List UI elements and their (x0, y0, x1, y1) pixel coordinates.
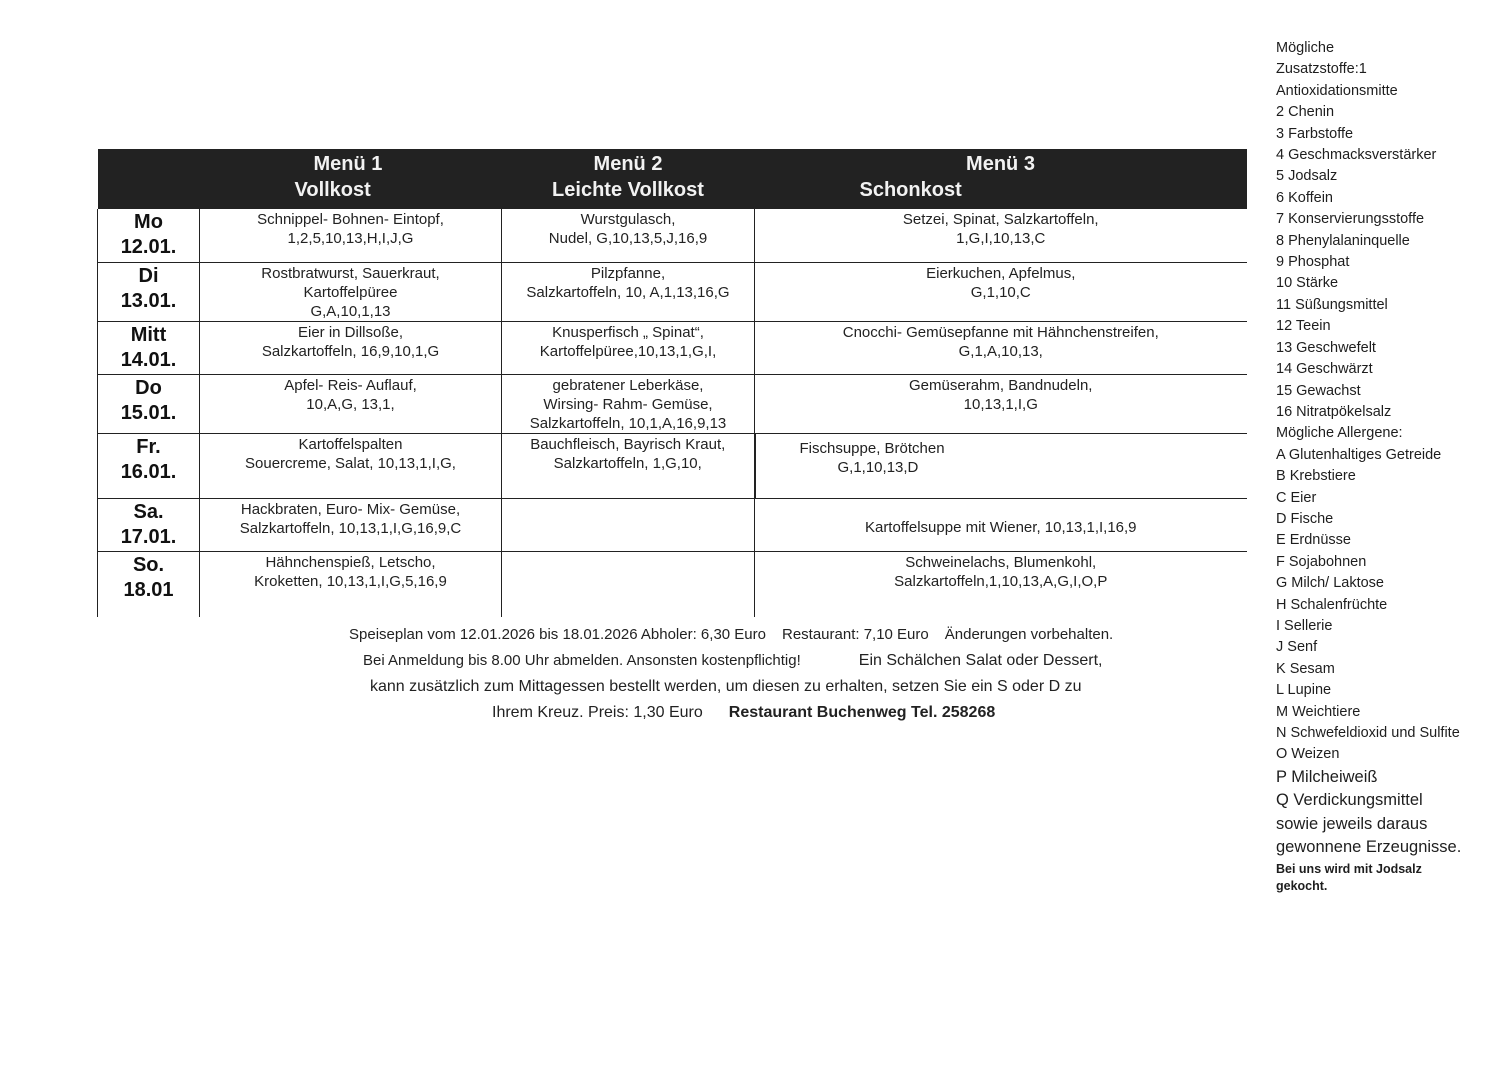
dish-line: Salzkartoffeln, 1,G,10, (553, 454, 702, 472)
day-date: 15.01. (120, 401, 177, 424)
dish-line: Eier in Dillsoße, (297, 323, 404, 341)
dish-line: Schweinelachs, Blumenkohl, (905, 553, 1097, 571)
legend-item: 5 Jodsalz (1276, 168, 1338, 185)
day-cell (98, 433, 200, 498)
menu-3-title: Menü 3 (966, 153, 1035, 175)
day-name: Do (135, 376, 162, 399)
menu-2-title: Menü 2 (593, 153, 663, 175)
jodsalz-note-2: gekocht. (1276, 878, 1328, 893)
dish-line: Schnippel- Bohnen- Eintopf, (257, 211, 444, 228)
dish-line: 1,2,5,10,13,H,I,J,G (287, 230, 414, 247)
legend-item: K Sesam (1276, 660, 1335, 677)
day-date: 16.01. (120, 460, 177, 483)
legend-item: sowie jeweils daraus (1276, 814, 1428, 833)
legend-item: J Senf (1276, 639, 1318, 656)
day-date: 13.01. (120, 289, 177, 312)
dish-line: Pilzpfanne, (590, 264, 666, 282)
legend-item: I Sellerie (1276, 617, 1333, 634)
dish-line: Nudel, G,10,13,5,J,16,9 (548, 230, 708, 247)
dish-line: Gemüserahm, Bandnudeln, (909, 376, 1093, 394)
menu-body (98, 209, 1247, 617)
day-name: Di (138, 264, 159, 287)
legend-item: Antioxidationsmitte (1276, 82, 1398, 99)
day-cell (98, 262, 200, 321)
register-note: Bei Anmeldung bis 8.00 Uhr abmelden. Ansonsten kostenpflichtig! (363, 652, 801, 669)
menu-table (97, 149, 1247, 617)
day-date: 18.01 (123, 578, 174, 601)
menu-3-subtitle: Schonkost (859, 179, 962, 201)
legend-items (1276, 38, 1496, 766)
dish-line: 1,G,I,10,13,C (956, 230, 1046, 247)
legend-item: 8 Phenylalaninquelle (1276, 232, 1410, 249)
dish-line: Eierkuchen, Apfelmus, (926, 264, 1076, 282)
dish-line: Kroketten, 10,13,1,I,G,5,16,9 (254, 572, 447, 590)
menu-2-cell (502, 551, 755, 617)
day-row (98, 433, 1247, 498)
menu-2-cell (502, 433, 755, 498)
day-row (98, 551, 1247, 617)
dish-line: Rostbratwurst, Sauerkraut, (261, 264, 440, 282)
footer-line-2 (300, 648, 1300, 674)
legend-item: 13 Geschwefelt (1276, 339, 1376, 356)
legend-item: 15 Gewachst (1276, 382, 1361, 399)
changes-note: Änderungen vorbehalten. (944, 626, 1114, 643)
menu-1-cell (200, 551, 502, 617)
menu-1-cell (200, 433, 502, 498)
dish-line: Bauchfleisch, Bayrisch Kraut, (530, 435, 726, 453)
dish-line: 10,A,G, 13,1, (306, 395, 395, 413)
day-date: 17.01. (120, 525, 177, 548)
dish-line: Wirsing- Rahm- Gemüse, (543, 395, 713, 413)
footer-line-3: kann zusätzlich zum Mittagessen bestellt werden, um diesen zu erhalten, setzen Sie ein S oder D zu (370, 678, 1082, 695)
menu-3-cell (755, 374, 1247, 433)
table-header-row (98, 149, 1247, 209)
menu-1-title: Menü 1 (313, 153, 383, 175)
day-cell (98, 209, 200, 262)
day-date: 14.01. (120, 348, 177, 371)
header-menu-3 (755, 149, 1247, 209)
legend-item: N Schwefeldioxid und Sulfite (1276, 725, 1460, 741)
day-row (98, 262, 1247, 321)
dish-line: Wurstgulasch, (580, 211, 676, 228)
legend-item: Mögliche (1276, 40, 1335, 56)
footer-line-1 (300, 622, 1300, 648)
menu-2-cell (502, 209, 755, 262)
dish-line: G,1,10,13,D (837, 458, 919, 476)
dish-line: Setzei, Spinat, Salzkartoffeln, (902, 211, 1099, 228)
day-name: Sa. (133, 500, 164, 523)
legend-item: F Sojabohnen (1276, 553, 1367, 570)
additives-legend (1276, 38, 1496, 895)
menu-2-cell (502, 262, 755, 321)
menu-1-subtitle: Vollkost (294, 179, 371, 201)
header-menu-1 (200, 149, 502, 209)
legend-item: B Krebstiere (1276, 468, 1356, 485)
dish-line: Hähnchenspieß, Letscho, (265, 553, 436, 571)
legend-item: 4 Geschmacksverstärker (1276, 147, 1437, 164)
dish-line: 10,13,1,I,G (963, 395, 1038, 413)
menu-1-cell (200, 209, 502, 262)
legend-item: C Eier (1276, 489, 1317, 506)
legend-item: D Fische (1276, 510, 1334, 527)
dish-line: Salzkartoffeln, 10,1,A,16,9,13 (529, 414, 727, 432)
legend-item: 3 Farbstoffe (1276, 125, 1354, 142)
header-menu-2 (502, 149, 755, 209)
day-cell (98, 551, 200, 617)
dish-line: Salzkartoffeln, 10,13,1,I,G,16,9,C (239, 519, 462, 537)
legend-item: 2 Chenin (1276, 104, 1335, 121)
legend-item: E Erdnüsse (1276, 532, 1351, 549)
legend-item: 12 Teein (1276, 318, 1331, 335)
menu-3-cell (755, 209, 1247, 262)
menu-2-cell (502, 498, 755, 551)
dish-line: Apfel- Reis- Auflauf, (284, 376, 417, 394)
legend-item: P Milcheiweiß (1276, 767, 1378, 786)
legend-item: 10 Stärke (1276, 275, 1339, 292)
dish-line: G,1,10,C (970, 283, 1031, 301)
day-name: Fr. (136, 435, 161, 458)
restaurant-contact: Restaurant Buchenweg Tel. 258268 (728, 704, 996, 721)
legend-item: Zusatzstoffe:1 (1276, 61, 1367, 78)
legend-item: 6 Koffein (1276, 189, 1333, 206)
dish-line: G,1,A,10,13, (958, 342, 1043, 360)
day-row (98, 498, 1247, 551)
legend-item: M Weichtiere (1276, 703, 1361, 720)
menu-1-cell (200, 374, 502, 433)
dish-line: Fischsuppe, Brötchen (799, 439, 945, 457)
day-name: Mitt (130, 323, 167, 346)
day-name: Mo (134, 211, 163, 233)
dish-line: Salzkartoffeln, 16,9,10,1,G (261, 342, 440, 360)
dish-line: Salzkartoffeln, 10, A,1,13,16,G (526, 283, 730, 301)
jodsalz-note-1: Bei uns wird mit Jodsalz (1276, 861, 1422, 876)
legend-item: 9 Phosphat (1276, 254, 1350, 271)
menu-2-cell (502, 374, 755, 433)
legend-item: 14 Geschwärzt (1276, 361, 1373, 378)
legend-item: L Lupine (1276, 682, 1332, 699)
menu-3-cell (755, 321, 1247, 374)
menu-3-cell (755, 498, 1247, 551)
legend-item: 7 Konservierungsstoffe (1276, 211, 1425, 228)
day-date: 12.01. (120, 236, 177, 258)
dish-line: Kartoffelpüree (303, 283, 398, 301)
legend-item: Q Verdickungsmittel (1276, 791, 1423, 810)
header-blank (98, 149, 200, 209)
day-row (98, 209, 1247, 262)
dish-line: Knusperfisch „ Spinat“, (552, 323, 704, 341)
legend-item: 11 Süßungsmittel (1276, 296, 1388, 313)
salad-note: Ein Schälchen Salat oder Dessert, (858, 652, 1103, 669)
footer-notes (300, 622, 1300, 726)
day-cell (98, 374, 200, 433)
legend-item: A Glutenhaltiges Getreide (1276, 446, 1442, 463)
legend-item: O Weizen (1276, 746, 1340, 763)
dish-line: Salzkartoffeln,1,10,13,A,G,I,O,P (894, 572, 1108, 590)
menu-1-cell (200, 321, 502, 374)
legend-item: 16 Nitratpökelsalz (1276, 403, 1392, 420)
dish-line: Kartoffelsuppe mit Wiener, 10,13,1,I,16,9 (864, 519, 1137, 536)
menu-3-cell (755, 262, 1247, 321)
legend-item: gewonnene Erzeugnisse. (1276, 838, 1462, 857)
dish-line: Kartoffelspalten (298, 435, 403, 453)
day-row (98, 321, 1247, 374)
day-cell (98, 321, 200, 374)
legend-item: G Milch/ Laktose (1276, 575, 1384, 592)
menu-1-cell (200, 498, 502, 551)
legend-item: H Schalenfrüchte (1276, 596, 1388, 613)
day-name: So. (132, 553, 165, 576)
dish-line: G,A,10,1,13 (310, 302, 391, 320)
plan-period: Speiseplan vom 12.01.2026 bis 18.01.2026 Abholer: 6,30 Euro (349, 626, 766, 643)
menu-1-cell (200, 262, 502, 321)
menu-3-cell (755, 433, 1247, 498)
day-cell (98, 498, 200, 551)
dish-line: Kartoffelpüree,10,13,1,G,I, (539, 342, 717, 360)
legend-item: Mögliche Allergene: (1276, 425, 1403, 442)
dish-line: Hackbraten, Euro- Mix- Gemüse, (240, 500, 461, 518)
restaurant-price: Restaurant: 7,10 Euro (781, 626, 929, 643)
dessert-price: Ihrem Kreuz. Preis: 1,30 Euro (492, 704, 703, 721)
menu-3-cell (755, 551, 1247, 617)
day-row (98, 374, 1247, 433)
legend-big-items (1276, 766, 1496, 860)
dish-line: Cnocchi- Gemüsepfanne mit Hähnchenstreifen, (842, 323, 1159, 341)
menu-2-subtitle: Leichte Vollkost (552, 179, 704, 201)
menu-2-cell (502, 321, 755, 374)
footer-line-4 (300, 700, 1300, 726)
dish-line: gebratener Leberkäse, (552, 376, 704, 394)
dish-line: Souercreme, Salat, 10,13,1,I,G, (245, 454, 456, 472)
